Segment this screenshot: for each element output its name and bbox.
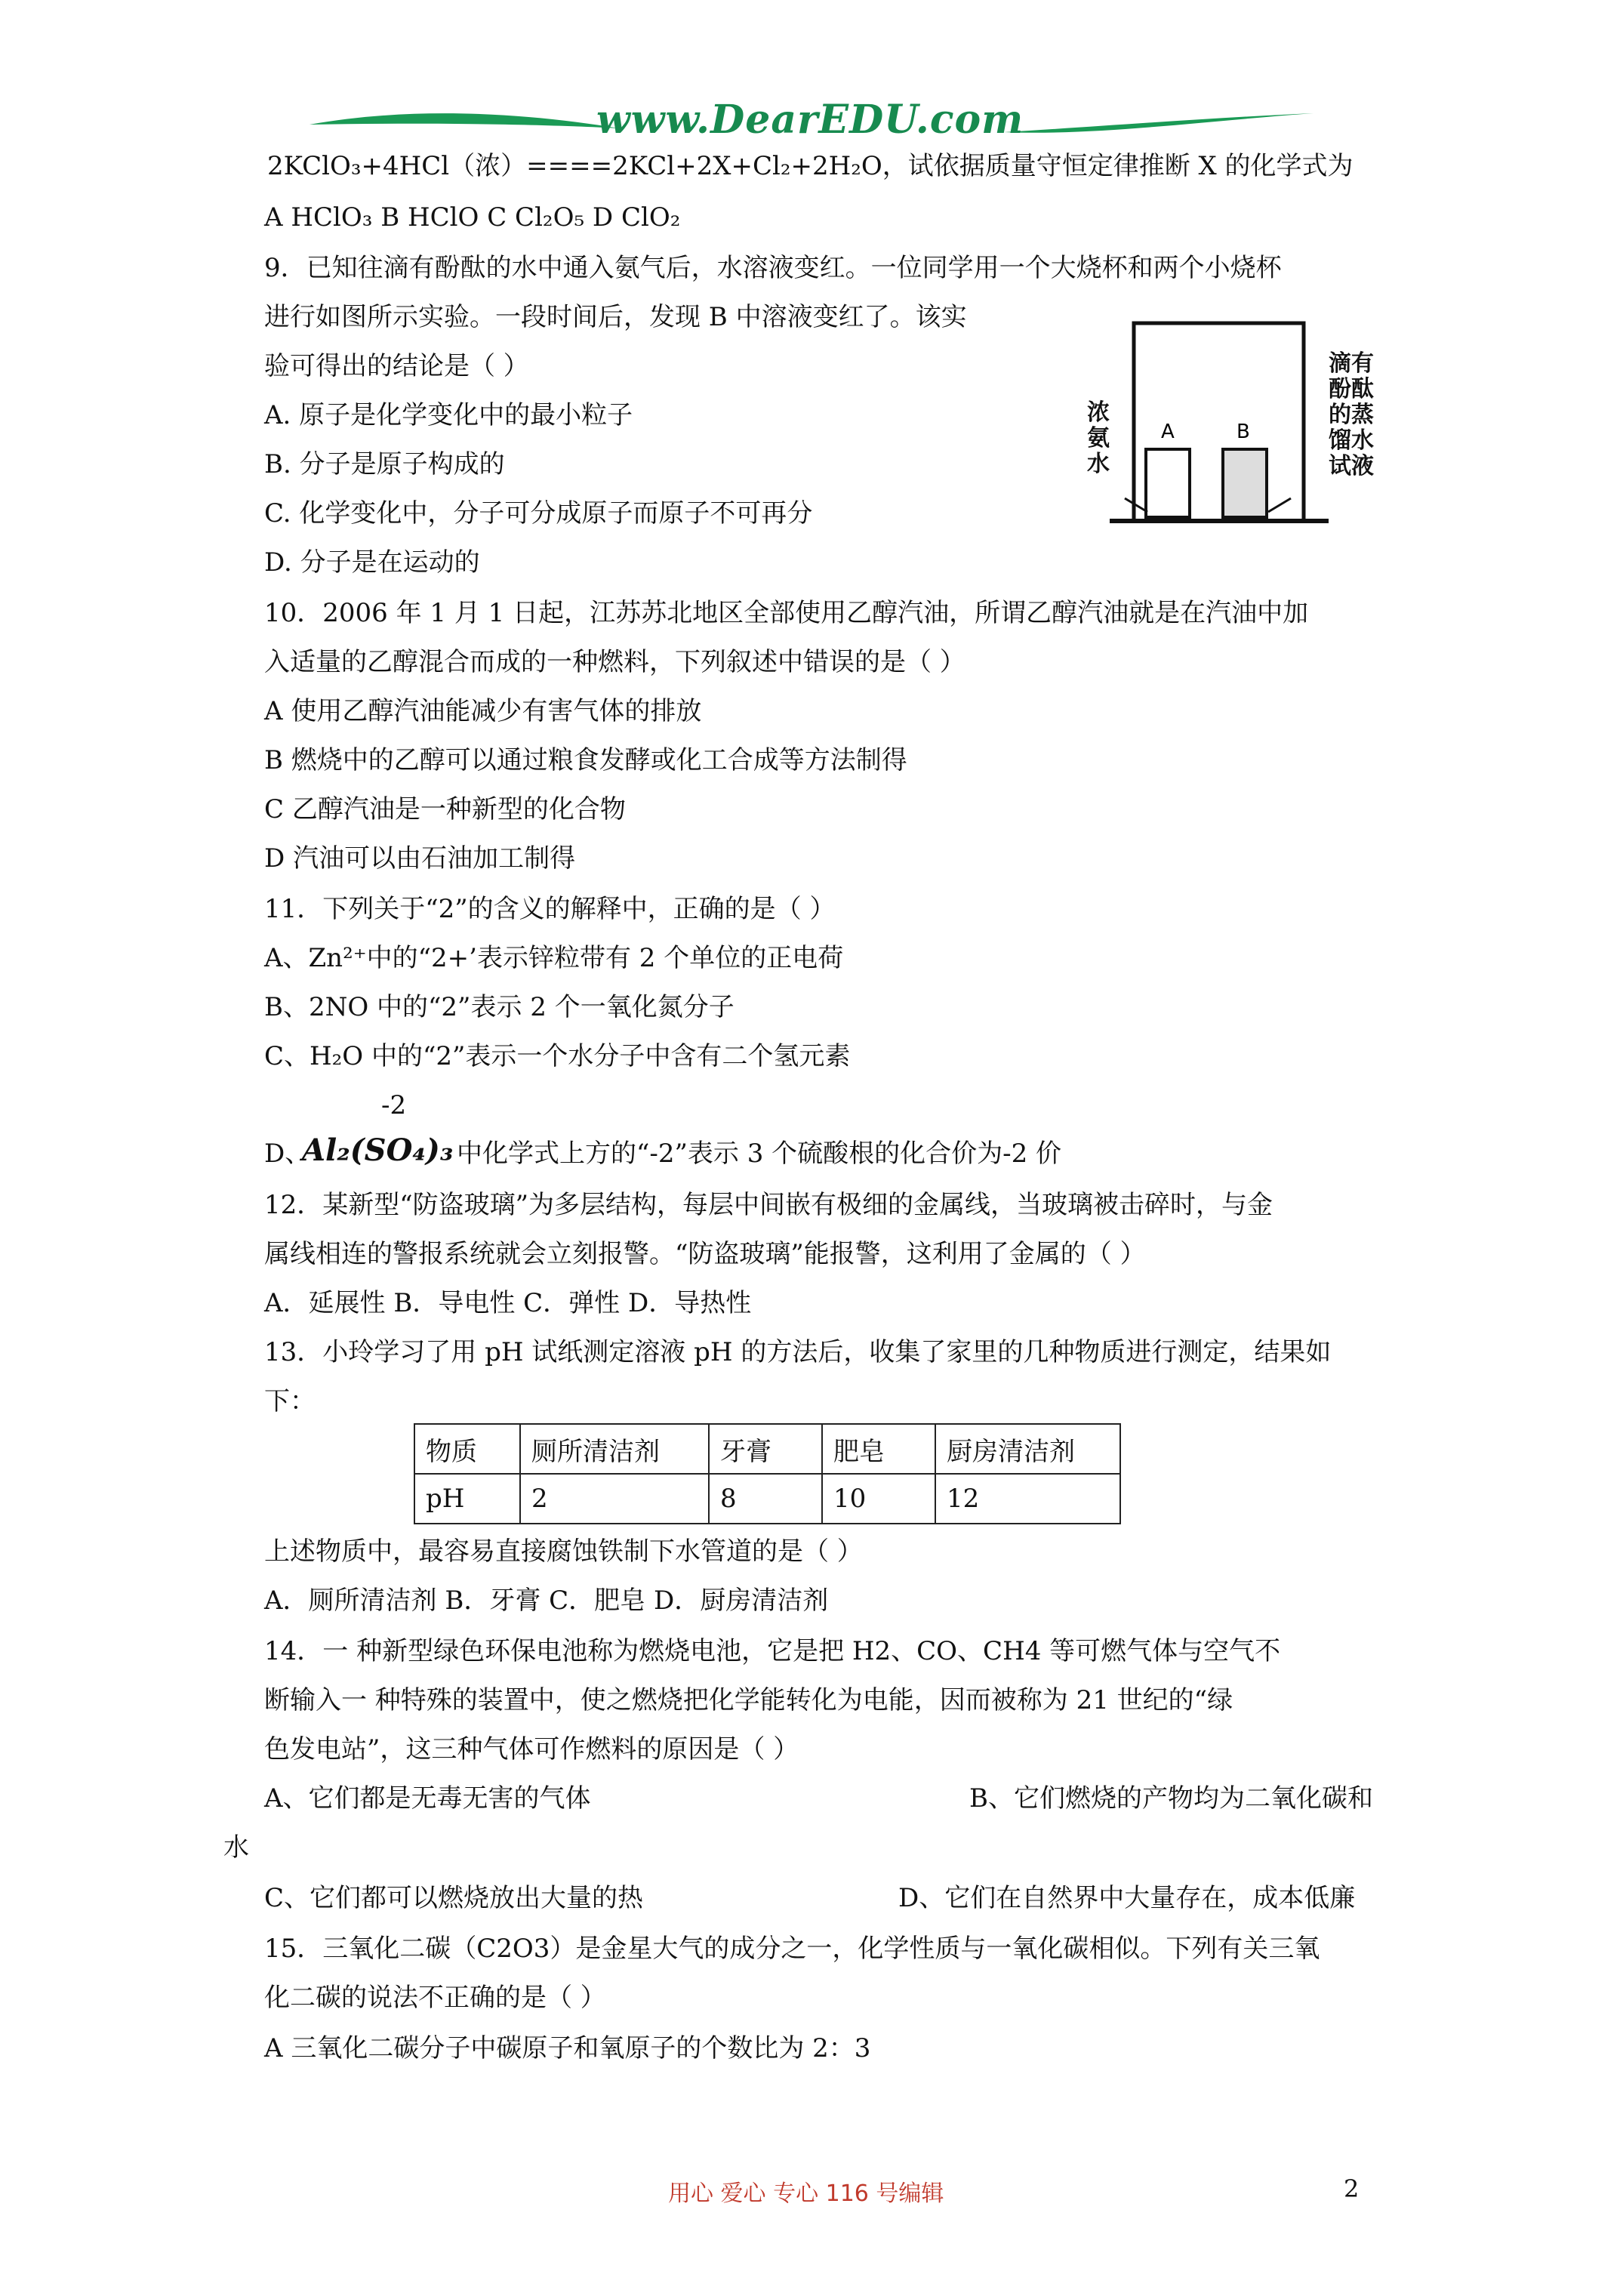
header-logo-text[interactable]: www.DearEDU.com xyxy=(596,97,1024,143)
question-12-stem-2: 属线相连的警报系统就会立刻报警。“防盗玻璃”能报警，这利用了金属的（ ） xyxy=(264,1239,1146,1269)
question-15-option-a: A 三氧化二碳分子中碳原子和氧原子的个数比为 2：3 xyxy=(264,2033,871,2063)
footer-text: 用心 爱心 专心 116 号编辑 xyxy=(668,2180,944,2207)
question-9-option-a: A. 原子是化学变化中的最小粒子 xyxy=(264,400,633,430)
question-11-option-c: C、H₂O 中的“2”表示一个水分子中含有二个氢元素 xyxy=(264,1041,851,1071)
table-cell: 厕所清洁剂 xyxy=(520,1424,709,1474)
question-9-stem-1: 9．已知往滴有酚酞的水中通入氨气后，水溶液变红。一位同学用一个大烧杯和两个小烧杯 xyxy=(264,253,1282,283)
table-cell: 肥皂 xyxy=(822,1424,935,1474)
question-15-stem-2: 化二碳的说法不正确的是（ ） xyxy=(264,1983,606,2013)
question-11-option-b: B、2NO 中的“2”表示 2 个一氧化氮分子 xyxy=(264,992,735,1022)
table-cell: 牙膏 xyxy=(709,1424,822,1474)
question-14-stem-2: 断输入一 种特殊的装置中，使之燃烧把化学能转化为电能，因而被称为 21 世纪的“绿 xyxy=(264,1685,1233,1715)
question-13-options: A．厕所清洁剂 B．牙膏 C．肥皂 D．厨房清洁剂 xyxy=(264,1586,829,1616)
table-cell: pH xyxy=(414,1474,520,1524)
question-12-stem-1: 12．某新型“防盗玻璃”为多层结构，每层中间嵌有极细的金属线，当玻璃被击碎时，与金 xyxy=(264,1190,1273,1220)
valence-mark: -2 xyxy=(381,1090,407,1120)
question-10-stem-2: 入适量的乙醇混合而成的一种燃料，下列叙述中错误的是（ ） xyxy=(264,647,965,677)
question-10-option-d: D 汽油可以由石油加工制得 xyxy=(264,843,576,874)
question-9-stem-2: 进行如图所示实验。一段时间后，发现 B 中溶液变红了。该实 xyxy=(264,302,967,332)
figure-right-label: 滴有酚酞的蒸馏水试液 xyxy=(1329,350,1374,479)
table-cell: 厨房清洁剂 xyxy=(935,1424,1120,1474)
question-11-option-d-prefix: D、 xyxy=(264,1139,311,1169)
question-10-option-c: C 乙醇汽油是一种新型的化合物 xyxy=(264,794,626,824)
question-14-option-d: D、它们在自然界中大量存在，成本低廉 xyxy=(898,1883,1356,1913)
table-row xyxy=(414,1474,1120,1524)
table-row xyxy=(414,1424,1120,1474)
question-11-option-d: 中化学式上方的“-2”表示 3 个硫酸根的化合价为-2 价 xyxy=(457,1139,1062,1169)
question-12-options: A．延展性 B．导电性 C．弹性 D．导热性 xyxy=(264,1288,752,1318)
sulfate-formula: Al₂(SO₄)₃ xyxy=(302,1133,454,1168)
beaker-b xyxy=(1223,449,1267,517)
table-cell: 10 xyxy=(822,1474,935,1524)
beaker-a-label: A xyxy=(1161,421,1175,443)
beaker-a xyxy=(1146,449,1190,517)
question-10-option-b: B 燃烧中的乙醇可以通过粮食发酵或化工合成等方法制得 xyxy=(264,745,907,775)
question-8-options: A HClO₃ B HClO C Cl₂O₅ D ClO₂ xyxy=(264,202,681,233)
question-14-option-b-wrap: 水 xyxy=(223,1832,249,1863)
table-cell: 8 xyxy=(709,1474,822,1524)
question-13-stem-1: 13．小玲学习了用 pH 试纸测定溶液 pH 的方法后，收集了家里的几种物质进行测定，结果如 xyxy=(264,1337,1332,1367)
equation-line: 2KClO₃+4HCl（浓）====2KCl+2X+Cl₂+2H₂O，试依据质量守恒定律推断 X 的化学式为 xyxy=(267,151,1354,181)
question-9-option-c: C. 化学变化中，分子可分成原子而原子不可再分 xyxy=(264,498,813,529)
question-9-option-b: B. 分子是原子构成的 xyxy=(264,449,505,479)
beaker-b-label: B xyxy=(1236,421,1250,443)
question-11-option-a: A、Zn²⁺中的“2+’表示锌粒带有 2 个单位的正电荷 xyxy=(264,943,844,973)
question-15-stem-1: 15．三氧化二碳（C2O3）是金星大气的成分之一，化学性质与一氧化碳相似。下列有关三氧 xyxy=(264,1934,1320,1964)
question-9-stem-3: 验可得出的结论是（ ） xyxy=(264,351,529,381)
page-number: 2 xyxy=(1344,2174,1360,2203)
question-14-stem-1: 14．一 种新型绿色环保电池称为燃烧电池，它是把 H2、CO、CH4 等可燃气体与空气不 xyxy=(264,1636,1281,1666)
question-14-stem-3: 色发电站”，这三种气体可作燃料的原因是（ ） xyxy=(264,1734,799,1764)
question-11-stem: 11．下列关于“2”的含义的解释中，正确的是（ ） xyxy=(264,894,836,924)
question-14-option-b: B、它们燃烧的产物均为二氧化碳和 xyxy=(969,1783,1373,1814)
question-10-option-a: A 使用乙醇汽油能减少有害气体的排放 xyxy=(264,696,702,726)
large-beaker xyxy=(1134,323,1304,521)
question-13-question: 上述物质中，最容易直接腐蚀铁制下水管道的是（ ） xyxy=(264,1536,863,1567)
table-cell: 12 xyxy=(935,1474,1120,1524)
question-9-option-d: D. 分子是在运动的 xyxy=(264,547,480,578)
ph-table xyxy=(414,1423,1121,1524)
question-14-option-c: C、它们都可以燃烧放出大量的热 xyxy=(264,1883,644,1913)
question-13-stem-2: 下： xyxy=(264,1386,316,1416)
table-cell: 物质 xyxy=(414,1424,520,1474)
table-cell: 2 xyxy=(520,1474,709,1524)
figure-left-label: 浓氨水 xyxy=(1087,399,1110,477)
question-14-option-a: A、它们都是无毒无害的气体 xyxy=(264,1783,591,1814)
question-10-stem-1: 10．2006 年 1 月 1 日起，江苏苏北地区全部使用乙醇汽油，所谓乙醇汽油就是在汽油中加 xyxy=(264,598,1309,628)
